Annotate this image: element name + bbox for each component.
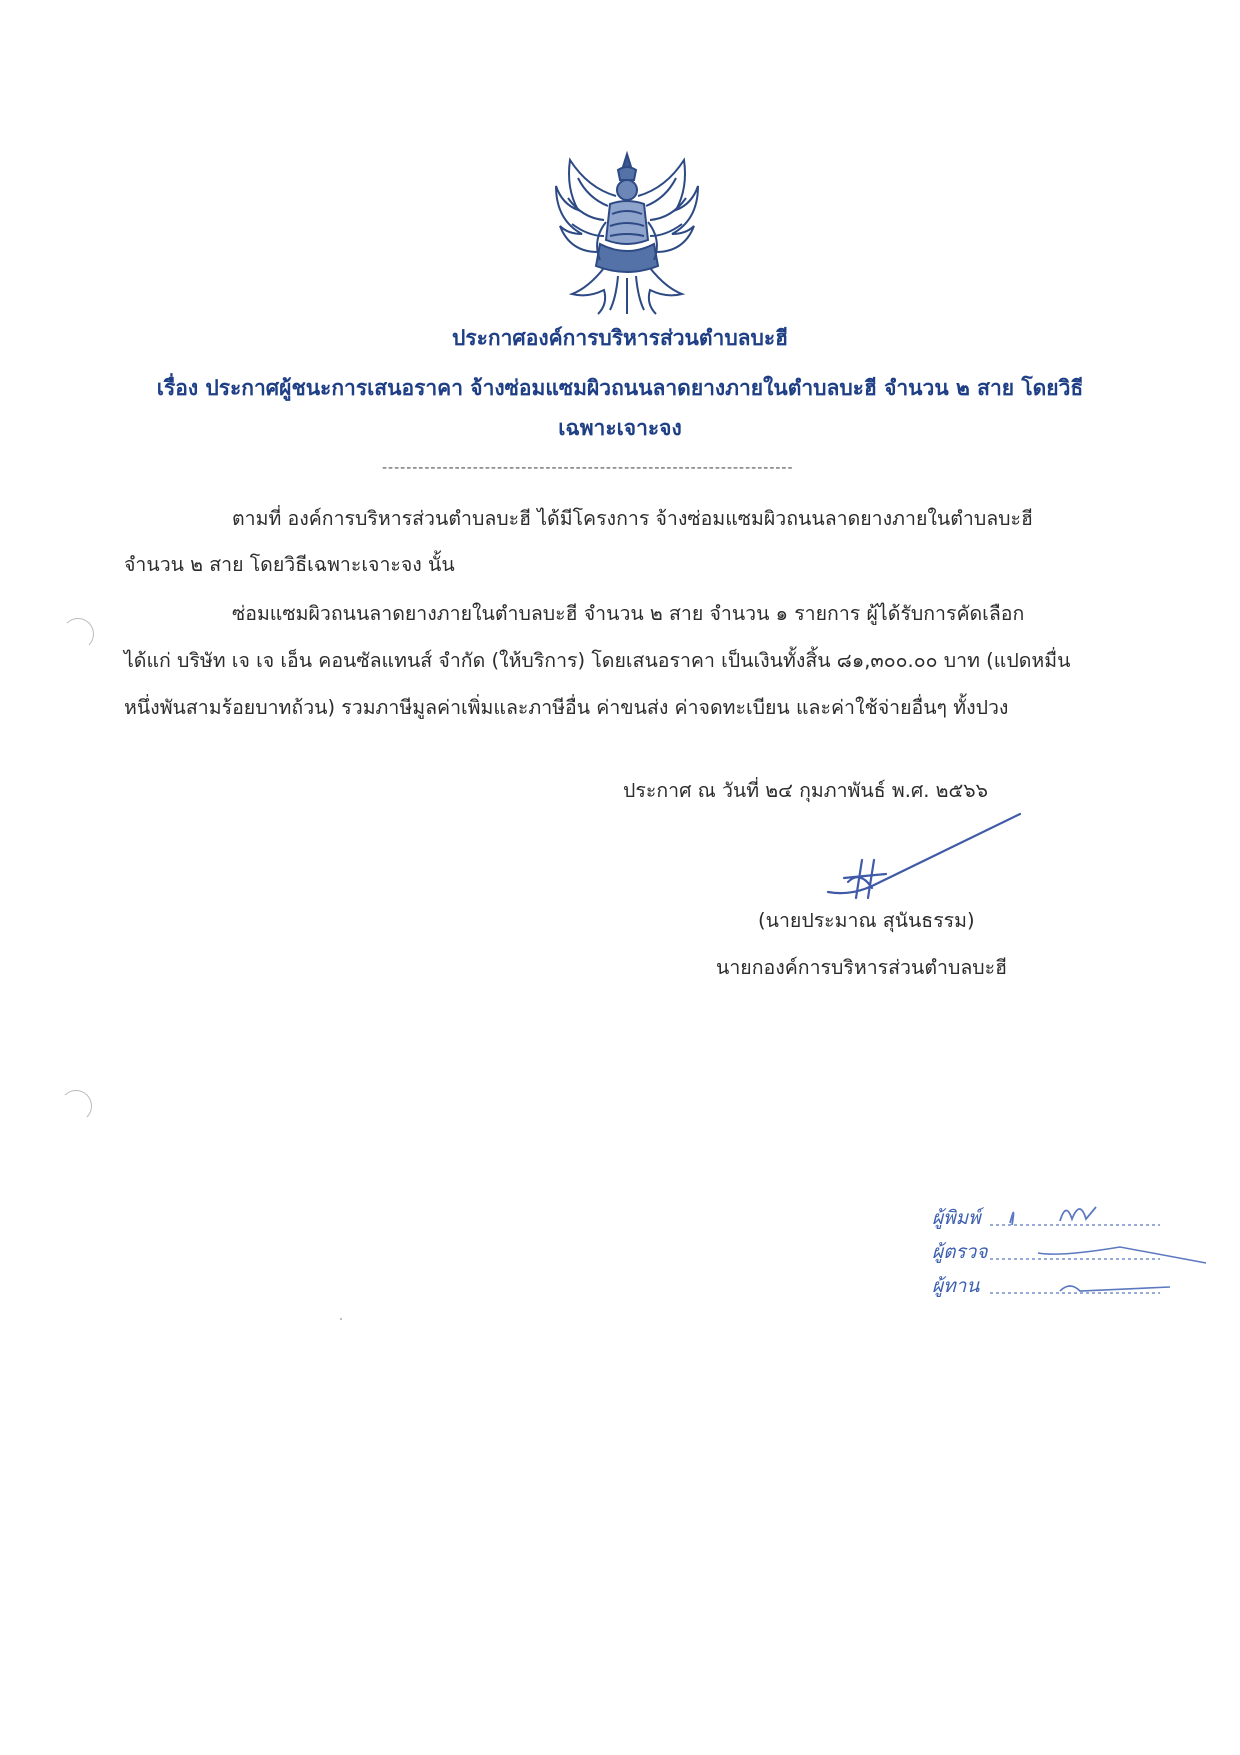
punch-hole (62, 618, 94, 650)
stamp-reviewed-by: ผู้ทาน (932, 1275, 980, 1297)
subject-line-2: เฉพาะเจาะจง (558, 416, 682, 440)
signature-icon (820, 810, 1030, 905)
signatory-position: นายกองค์การบริหารส่วนตำบลบะฮี (716, 956, 1008, 979)
paragraph-2-line-3: หนึ่งพันสามร้อยบาทถ้วน) รวมภาษีมูลค่าเพิ่มและภาษีอื่น ค่าขนส่ง ค่าจดทะเบียน และค่าใช้จ่ายอื่นๆ ทั้งปวง (124, 696, 1009, 719)
stamp-checked-by: ผู้ตรวจ (932, 1241, 988, 1263)
punch-hole (60, 1090, 92, 1122)
divider: -------------------------------------------------------------------- (382, 460, 794, 476)
announcement-date: ประกาศ ณ วันที่ ๒๔ กุมภาพันธ์ พ.ศ. ๒๕๖๖ (623, 779, 989, 802)
paragraph-2-line-2: ได้แก่ บริษัท เจ เจ เอ็น คอนซัลแทนส์ จำกัด (ให้บริการ) โดยเสนอราคา เป็นเงินทั้งสิ้น ๘๑,๓๐๐.๐๐ บาท (แปดหมื่น (124, 649, 1071, 672)
subject-line-1: เรื่อง ประกาศผู้ชนะการเสนอราคา จ้างซ่อมแซมผิวถนนลาดยางภายในตำบลบะฮี จำนวน ๒ สาย โดยวิธี (156, 376, 1084, 400)
paragraph-1-line-2: จำนวน ๒ สาย โดยวิธีเฉพาะเจาะจง นั้น (124, 553, 455, 576)
stamp-printed-by: ผู้พิมพ์ (932, 1207, 981, 1229)
signatory-name: (นายประมาณ สุนันธรรม) (758, 909, 975, 932)
garuda-emblem-icon (548, 148, 706, 318)
approval-stamp (920, 1195, 1210, 1315)
paragraph-2-line-1: ซ่อมแซมผิวถนนลาดยางภายในตำบลบะฮี จำนวน ๒ สาย จำนวน ๑ รายการ ผู้ได้รับการคัดเลือก (232, 602, 1025, 625)
org-title: ประกาศองค์การบริหารส่วนตำบลบะฮี (452, 326, 788, 350)
speck (340, 1318, 342, 1320)
paragraph-1-line-1: ตามที่ องค์การบริหารส่วนตำบลบะฮี ได้มีโครงการ จ้างซ่อมแซมผิวถนนลาดยางภายในตำบลบะฮี (232, 507, 1033, 530)
